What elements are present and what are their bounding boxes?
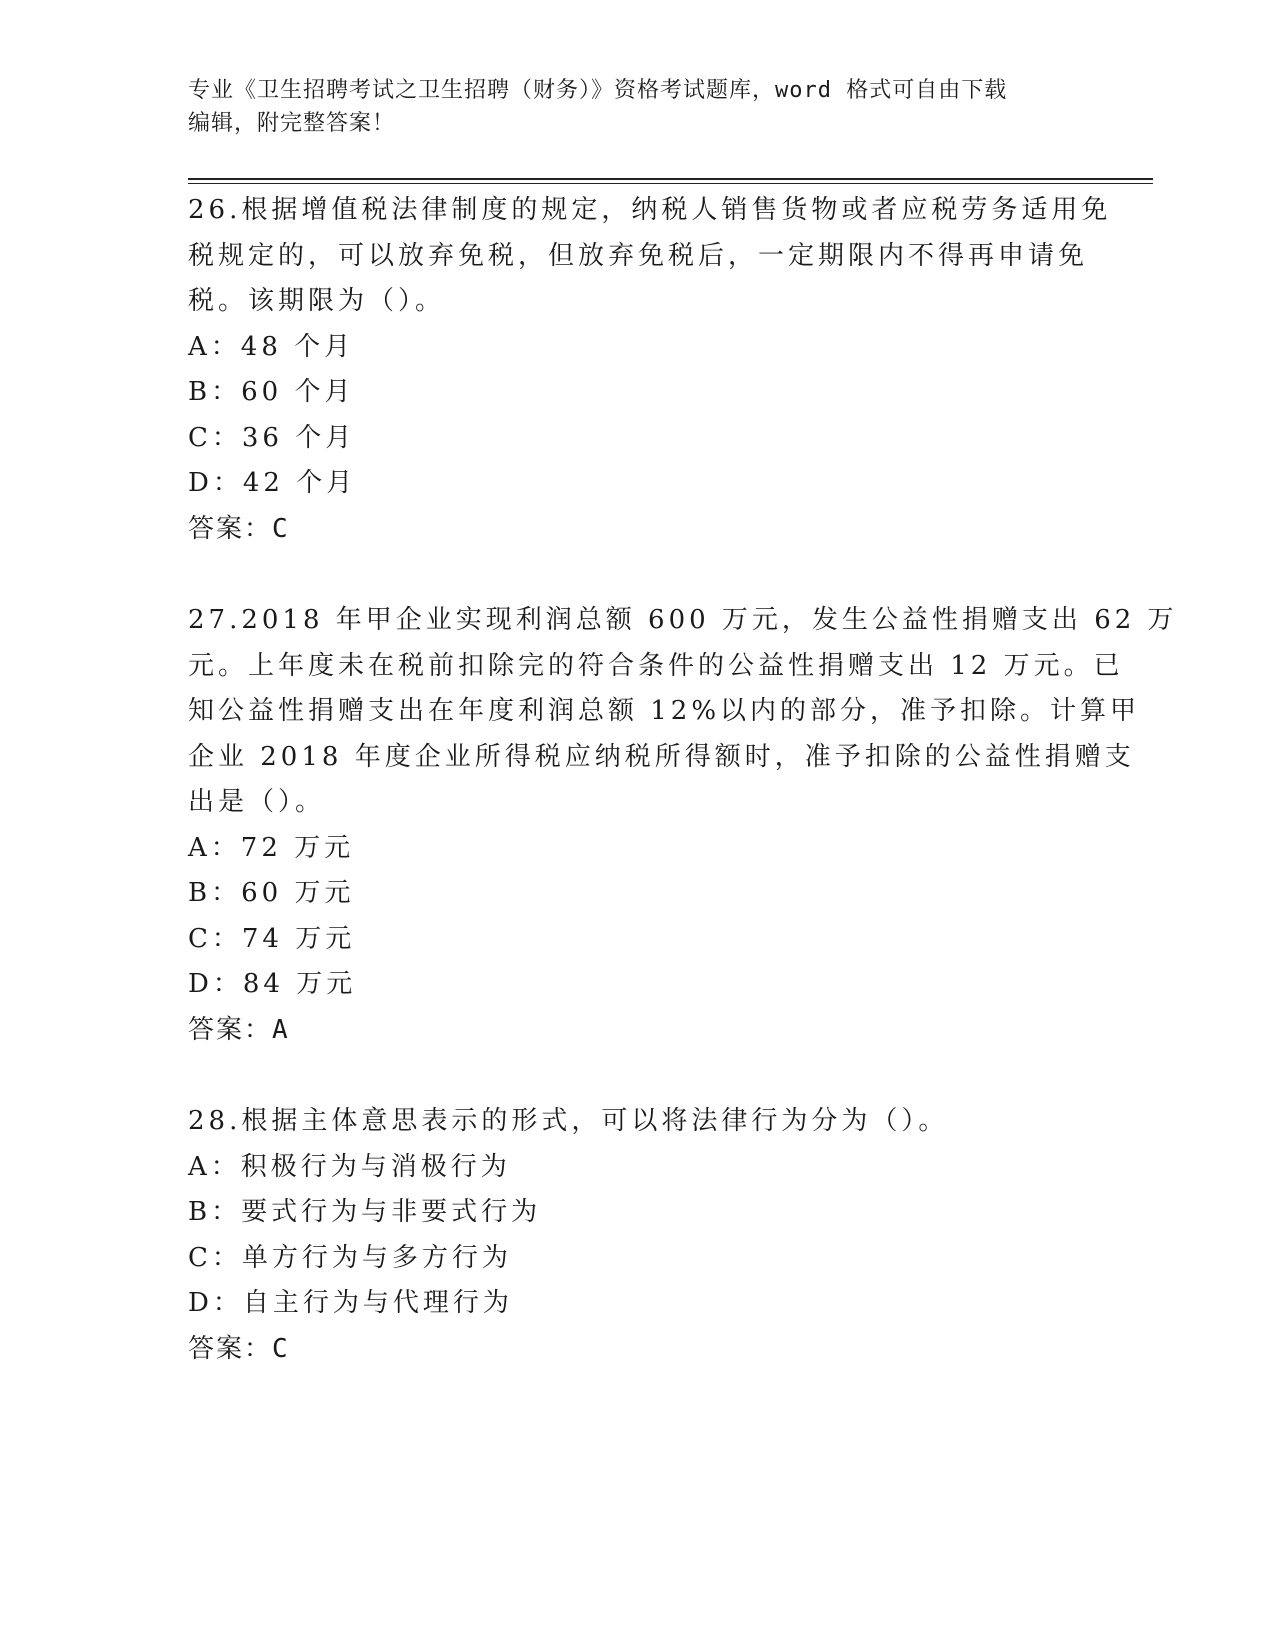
option-d: D：自主行为与代理行为 [188, 1288, 513, 1318]
question-27 [188, 598, 1178, 1053]
answer-line: 答案：C [188, 1333, 290, 1364]
answer-line: 答案：A [188, 1014, 290, 1045]
option-c: C：单方行为与多方行为 [188, 1242, 512, 1273]
option-a: A：48 个月 [188, 331, 355, 362]
header-divider-thick [188, 178, 1153, 180]
option-d: D：84 万元 [188, 969, 357, 999]
question-stem-line: 税。该期限为（）。 [188, 286, 446, 316]
option-b: B：要式行为与非要式行为 [188, 1197, 542, 1227]
document-header [188, 74, 1068, 140]
option-b: B：60 个月 [188, 377, 355, 407]
header-divider-thin [188, 183, 1153, 184]
question-28 [188, 1099, 1088, 1372]
question-stem-line: 税规定的，可以放弃免税，但放弃免税后，一定期限内不得再申请免 [188, 240, 1089, 271]
option-b: B：60 万元 [188, 878, 355, 908]
option-c: C：74 万元 [188, 923, 356, 954]
option-a: A：积极行为与消极行为 [188, 1151, 511, 1182]
header-line-2: 编辑，附完整答案！ [188, 111, 396, 136]
question-26 [188, 188, 1112, 552]
question-stem-line: 知公益性捐赠支出在年度利润总额 12%以内的部分，准予扣除。计算甲 [188, 696, 1141, 726]
question-stem-line: 26.根据增值税法律制度的规定，纳税人销售货物或者应税劳务适用免 [188, 195, 1112, 225]
question-list [188, 188, 1178, 1418]
option-a: A：72 万元 [188, 832, 355, 863]
question-stem-line: 出是（）。 [188, 787, 326, 817]
question-stem-line: 企业 2018 年度企业所得税应纳税所得额时，准予扣除的公益性捐赠支 [188, 741, 1135, 772]
header-line-1: 专业《卫生招聘考试之卫生招聘（财务）》资格考试题库，word 格式可自由下载 [188, 78, 1008, 103]
question-stem-line: 元。上年度未在税前扣除完的符合条件的公益性捐赠支出 12 万元。已 [188, 650, 1124, 681]
option-c: C：36 个月 [188, 422, 356, 453]
option-d: D：42 个月 [188, 468, 357, 498]
question-stem-line: 27.2018 年甲企业实现利润总额 600 万元，发生公益性捐赠支出 62 万 [188, 605, 1178, 635]
answer-line: 答案：C [188, 513, 290, 544]
question-stem-line: 28.根据主体意思表示的形式，可以将法律行为分为（）。 [188, 1106, 949, 1136]
